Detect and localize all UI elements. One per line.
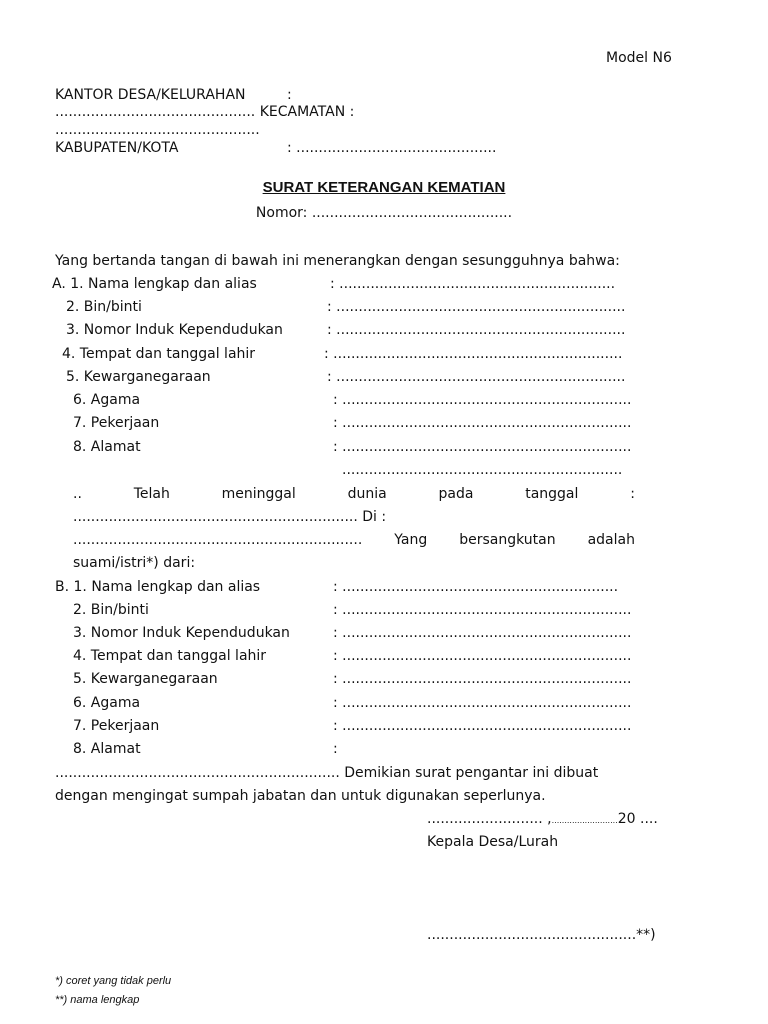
a-row-value: : ................................................................. [327,369,626,385]
a-row-label: 6. Agama [73,392,141,408]
closing-line-1: ................................................................ Demikian surat pengantar ini dibuat [55,765,599,781]
b-row-label: 6. Agama [73,695,141,711]
died-word: .. [73,486,82,502]
b-row-label: B. 1. Nama lengkap dan alias [55,579,261,595]
b-row-label: 2. Bin/binti [73,602,149,618]
kantor-colon: : [287,87,292,103]
died-line [73,485,635,503]
a-row-label: A. 1. Nama lengkap dan alias [52,276,257,292]
signature-date [427,810,658,830]
closing-line-2: dengan mengingat sumpah jabatan dan untuk digunakan seperlunya. [55,788,546,804]
b-row-label: 4. Tempat dan tanggal lahir [73,648,267,664]
a-row-label: 4. Tempat dan tanggal lahir [62,346,256,362]
died-word: Telah [133,486,170,502]
kabupaten-value: : ............................................. [287,140,497,156]
a-row-value: : ................................................................. [327,322,626,338]
alamat-continuation: ............................................................... [342,462,623,478]
b-row-value: : [333,741,338,757]
signature-role: Kepala Desa/Lurah [427,834,559,850]
spouse-line-2: suami/istri*) dari: [73,555,196,571]
a-row-value: : ................................................................. [327,299,626,315]
footnote: *) coret yang tidak perlu [55,975,172,987]
b-row-value: : ................................................................. [333,648,632,664]
died-line-2: ................................................................ Di : [73,509,387,525]
a-row-value: : ................................................................. [324,346,623,362]
b-row-value: : .............................................................. [333,579,619,595]
b-row-label: 3. Nomor Induk Kependudukan [73,625,290,641]
date-year: 20 .... [617,811,658,827]
died-word: meninggal [221,486,296,502]
nomor-line: Nomor: ............................................. [255,205,513,221]
spouse-line [73,531,635,549]
b-row-value: : ................................................................. [333,718,632,734]
b-row-value: : ................................................................. [333,602,632,618]
model-label: Model N6 [606,50,672,66]
a-row-value: : ................................................................. [333,415,632,431]
kecamatan-line: ............................................. KECAMATAN : [55,104,355,120]
b-row-label: 7. Pekerjaan [73,718,160,734]
b-row-value: : ................................................................. [333,671,632,687]
died-word: dunia [347,486,387,502]
b-row-label: 8. Alamat [73,741,141,757]
kabupaten-label: KABUPATEN/KOTA [55,140,179,156]
document-title: SURAT KETERANGAN KEMATIAN [262,179,506,196]
a-row-value: : ................................................................. [333,439,632,455]
b-row-value: : ................................................................. [333,695,632,711]
a-row-label: 3. Nomor Induk Kependudukan [66,322,283,338]
spouse-word: bersangkutan [459,532,556,548]
kecamatan-continuation: .............................................. [55,122,260,138]
a-row-label: 8. Alamat [73,439,141,455]
signature-name-line: ...............................................**) [427,927,656,943]
kantor-label: KANTOR DESA/KELURAHAN [55,87,246,103]
died-word: tanggal [525,486,579,502]
intro-text: Yang bertanda tangan di bawah ini menerangkan dengan sesungguhnya bahwa: [55,253,620,269]
a-row-value: : .............................................................. [330,276,616,292]
b-row-value: : ................................................................. [333,625,632,641]
a-row-value: : ................................................................. [333,392,632,408]
a-row-label: 2. Bin/binti [66,299,142,315]
died-word: : [630,486,635,502]
date-small-dots: .......................... [551,816,618,825]
b-row-label: 5. Kewarganegaraan [73,671,218,687]
spouse-word: Yang [394,532,428,548]
spouse-word: adalah [587,532,635,548]
footnote: **) nama lengkap [55,994,140,1006]
date-dots: .......................... , [427,811,552,827]
spouse-word: ................................................................. [73,532,363,548]
a-row-label: 7. Pekerjaan [73,415,160,431]
died-word: pada [438,486,474,502]
a-row-label: 5. Kewarganegaraan [66,369,211,385]
